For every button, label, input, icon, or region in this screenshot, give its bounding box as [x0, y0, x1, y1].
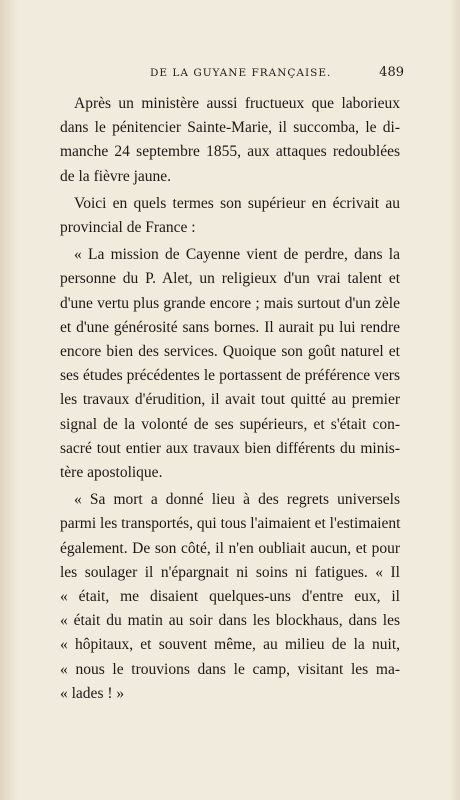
text-line: parmi les transportés, qui tous l'aimaient et l'estimaient	[60, 515, 401, 533]
text-line: encore bien des services. Quoique son goût naturel et	[60, 343, 400, 361]
text-line: Voici en quels termes son supérieur en écrivait au	[74, 194, 400, 212]
page-number: 489	[379, 65, 404, 80]
text-line: signal de la volonté de ses supérieurs, et s'était con-	[60, 415, 400, 433]
paragraph	[60, 243, 400, 485]
text-line: ses études précédentes le portassent de préférence vers	[60, 367, 400, 385]
text-line: les travaux d'érudition, il avait tout quitté au premier	[60, 391, 400, 409]
text-line: « hôpitaux, et souvent même, au milieu de la nuit,	[60, 636, 400, 654]
text-line: les soulager il n'épargnait ni soins ni fatigues. « Il	[60, 563, 400, 581]
text-line: provincial de France :	[60, 219, 196, 237]
text-line: Après un ministère aussi fructueux que laborieux	[74, 95, 400, 112]
text-line: « était du matin au soir dans les blockhaus, dans les	[60, 612, 400, 630]
text-line: de la fièvre jaune.	[60, 167, 172, 185]
body-text	[60, 92, 400, 709]
text-line: « nous le trouvions dans le camp, visitant les ma-	[60, 660, 400, 678]
text-line: tère apostolique.	[60, 464, 163, 482]
text-line: « était, me disaient quelques-uns d'entre eux, il	[60, 588, 400, 606]
text-line: « Sa mort a donné lieu à des regrets universels	[74, 491, 400, 509]
paragraph	[60, 192, 400, 240]
text-line: d'une vertu plus grande encore ; mais surtout d'un zèle	[60, 294, 400, 312]
text-line: et d'une générosité sans bornes. Il aurait pu lui rendre	[60, 318, 400, 336]
text-line: dans le pénitencier Sainte-Marie, il succomba, le di-	[60, 119, 400, 137]
paragraph	[60, 488, 400, 706]
page-header	[60, 65, 410, 87]
text-line: manche 24 septembre 1855, aux attaques redoublées	[60, 143, 400, 161]
text-line: « lades ! »	[60, 684, 125, 702]
text-line: « La mission de Cayenne vient de perdre, dans la	[74, 246, 400, 264]
text-line: également. De son côté, il n'en oubliait aucun, et pour	[60, 539, 400, 557]
paragraph	[60, 92, 400, 189]
text-line: sacré tout entier aux travaux bien différents du minis-	[60, 439, 400, 457]
text-line: personne du P. Alet, un religieux d'un vrai talent et	[60, 270, 400, 288]
running-title: DE LA GUYANE FRANÇAISE.	[150, 67, 332, 79]
